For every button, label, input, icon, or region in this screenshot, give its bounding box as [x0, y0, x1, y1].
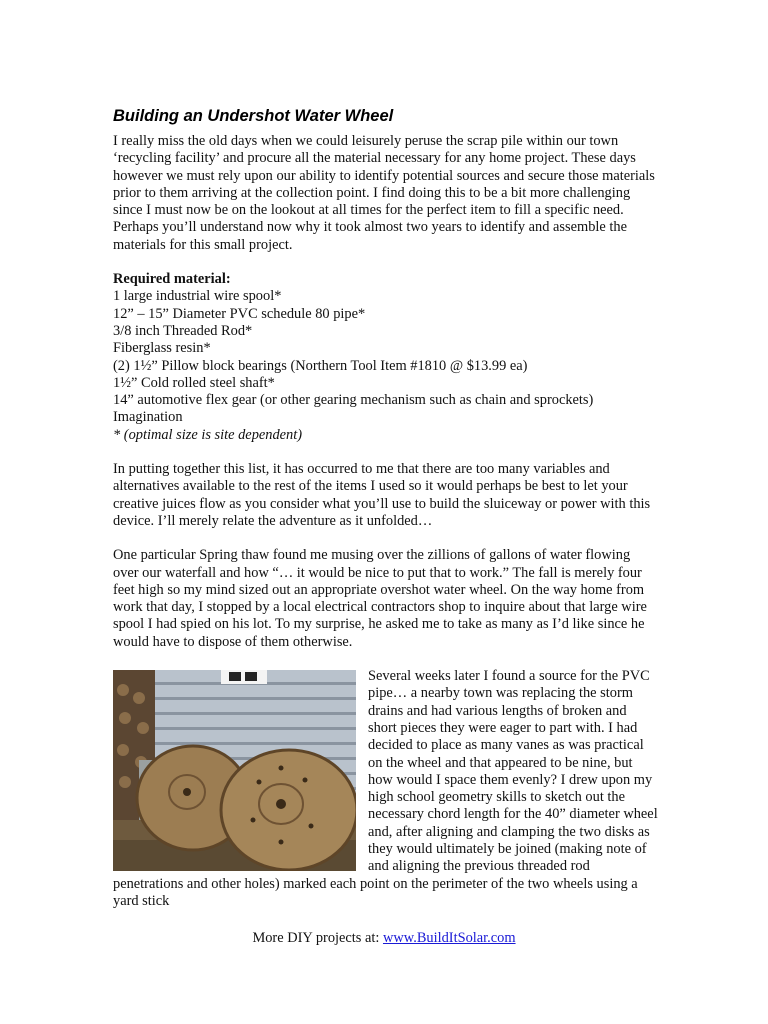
material-item: (2) 1½” Pillow block bearings (Northern Tool Item #1810 @ $13.99 ea)	[113, 357, 528, 374]
builditsolar-link[interactable]: www.BuildItSolar.com	[382, 930, 516, 946]
paragraph-3: One particular Spring thaw found me musing over the zillions of gallons of water flowing over our waterfall and how “… it would be nice to put that to work.” The fall is merely four feet high so my mind sized out an appropriate overshot water wheel. On the way home from work that day, I stopped by a local electrical contractors shop to inquire about that large wire spool I had spied on his lot. To my surprise, he asked me to take as many as I’d like since he would have to dispose of them otherwise.	[113, 547, 647, 650]
material-item: 3/8 inch Threaded Rod*	[113, 322, 253, 339]
footer	[0, 930, 768, 947]
footer-prefix: More DIY projects at:	[252, 930, 383, 946]
materials-section	[113, 271, 658, 444]
material-item: 1½” Cold rolled steel shaft*	[113, 374, 275, 391]
paragraph-4: Several weeks later I found a source for the PVC pipe… a nearby town was replacing the storm drains and had various lengths of broken and short pieces they were eager to part with. I had decided to place as many vanes as was practical on the wheel and that appeared to be nine, but how would I space them evenly? I drew upon my high school geometry skills to sketch out the necessary chord length for the 40” diameter wheel and, after aligning and clamping the two disks as they would ultimately be joined (making note of and aligning the previous threaded rod penetrations and other holes) marked each point on the perimeter of the two wheels using a yard stick	[113, 668, 658, 909]
material-item: 12” – 15” Diameter PVC schedule 80 pipe*	[113, 305, 366, 322]
materials-note: * (optimal size is site dependent)	[113, 426, 303, 443]
photo-text-block	[113, 668, 658, 910]
paragraph-2: In putting together this list, it has occurred to me that there are too many variables and alternatives available to the rest of the items I used so it would perhaps be best to let your creative juices flow as you consider what you’ll use to build the sluiceway or power with this device. I’ll merely relate the adventure as it unfolded…	[113, 461, 651, 529]
wire-spool-photo	[113, 670, 356, 871]
document-title: Building an Undershot Water Wheel	[113, 107, 394, 125]
intro-paragraph: I really miss the old days when we could leisurely peruse the scrap pile within our town ‘recycling facility’ and procure all the material necessary for any home project. These days however we must rely upon our ability to identify potential sources and secure those materials prior to them arriving at the collection point. I find doing this to be a bit more challenging since I must now be on the lookout at all times for the perfect item to fill a specific need. Perhaps you’ll understand now why it took almost two years to identify and assemble the materials for this small project.	[113, 133, 655, 253]
document-page	[113, 105, 658, 910]
materials-list	[113, 288, 658, 426]
material-item: 14” automotive flex gear (or other gearing mechanism such as chain and sprockets)	[113, 392, 594, 409]
material-item: Fiberglass resin*	[113, 340, 211, 357]
material-item: 1 large industrial wire spool*	[113, 288, 282, 305]
materials-heading: Required material:	[113, 271, 231, 288]
material-item: Imagination	[113, 409, 183, 426]
